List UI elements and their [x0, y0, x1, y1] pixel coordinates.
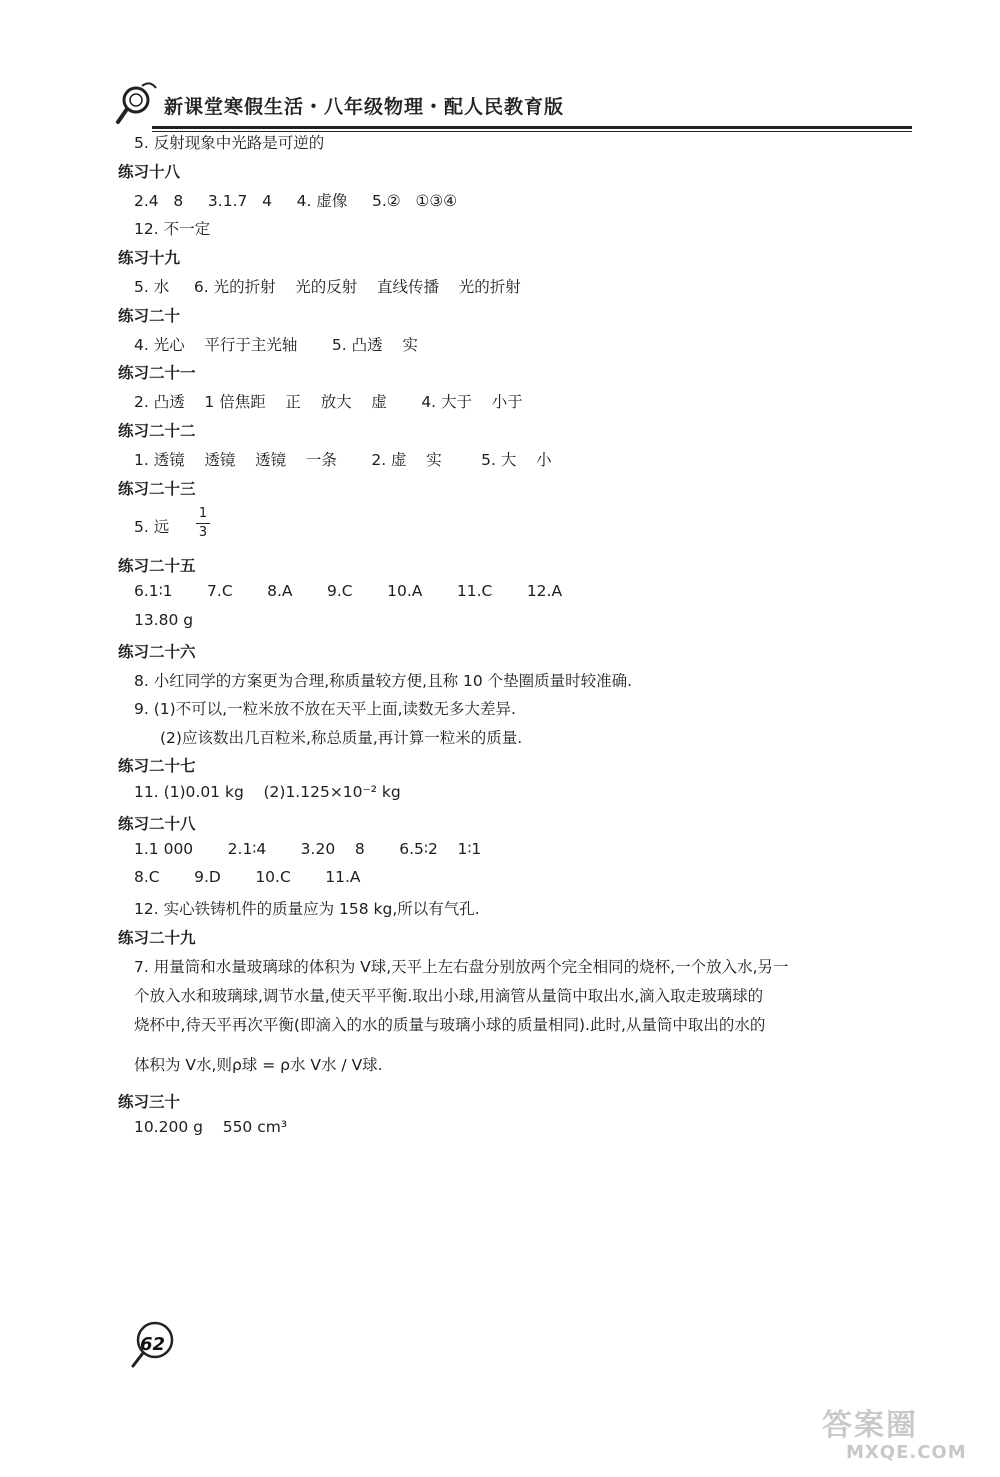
answer-line: 10.200 g 550 cm³	[134, 1118, 288, 1136]
answer-line: 12. 不一定	[134, 220, 211, 238]
answer-line: 2. 凸透 1 倍焦距 正 放大 虚 4. 大于 小于	[134, 393, 523, 411]
section-heading: 练习二十三	[118, 480, 196, 498]
section-heading: 练习十九	[118, 249, 181, 267]
answer-line: 13.80 g	[134, 611, 194, 629]
answer-line: 2.4 8 3.1.7 4 4. 虚像 5.② ①③④	[134, 192, 458, 210]
section-heading: 练习十八	[118, 163, 181, 181]
answer-line: 6.1∶1 7.C 8.A 9.C 10.A 11.C 12.A	[134, 582, 563, 600]
fraction-denominator: 3	[198, 525, 208, 540]
answer-line: 体积为 V水,则ρ球 = ρ水 V水 / V球.	[134, 1056, 383, 1074]
answer-line: 个放入水和玻璃球,调节水量,使天平平衡.取出小球,用滴管从量筒中取出水,滴入取走玻璃球的	[134, 987, 764, 1005]
page-number: 62	[140, 1334, 166, 1355]
answer-line: 12. 实心铁铸机件的质量应为 158 kg,所以有气孔.	[134, 900, 480, 918]
header-rule	[152, 126, 912, 129]
answer-line: 5. 水 6. 光的折射 光的反射 直线传播 光的折射	[134, 278, 521, 296]
section-heading: 练习二十五	[118, 557, 196, 575]
answer-line: (2)应该数出几百粒米,称总质量,再计算一粒米的质量.	[160, 729, 523, 747]
section-heading: 练习二十一	[118, 364, 196, 382]
answer-line: 1.1 000 2.1∶4 3.20 8 6.5∶2 1∶1	[134, 840, 482, 858]
header-title: 新课堂寒假生活・八年级物理・配人民教育版	[164, 96, 565, 118]
section-heading: 练习二十九	[118, 929, 196, 947]
answer-line: 11. (1)0.01 kg (2)1.125×10⁻² kg	[134, 783, 401, 801]
answer-line: 5. 远	[134, 518, 170, 536]
watermark	[800, 1400, 970, 1470]
answer-line: 8. 小红同学的方案更为合理,称质量较方便,且称 10 个垫圈质量时较准确.	[134, 672, 633, 690]
fraction-bar	[196, 523, 210, 524]
answer-line: 9. (1)不可以,一粒米放不放在天平上面,读数无多大差异.	[134, 700, 516, 718]
answer-line: 4. 光心 平行于主光轴 5. 凸透 实	[134, 336, 418, 354]
section-heading: 练习二十七	[118, 757, 196, 775]
answer-line: 8.C 9.D 10.C 11.A	[134, 868, 361, 886]
section-heading: 练习二十六	[118, 643, 196, 661]
section-heading: 练习三十	[118, 1093, 181, 1111]
watermark-text: 答案圈	[822, 1408, 918, 1443]
section-heading: 练习二十	[118, 307, 181, 325]
answer-line: 1. 透镜 透镜 透镜 一条 2. 虚 实 5. 大 小	[134, 451, 552, 469]
section-heading: 练习二十二	[118, 422, 196, 440]
section-heading: 练习二十八	[118, 815, 196, 833]
answer-line: 7. 用量筒和水量玻璃球的体积为 V球,天平上左右盘分别放两个完全相同的烧杯,一个放入水,另一	[134, 958, 789, 976]
answer-line: 5. 反射现象中光路是可逆的	[134, 134, 325, 152]
watermark-url: MXQE.COM	[846, 1442, 967, 1463]
fraction-numerator: 1	[198, 506, 208, 521]
answer-line: 烧杯中,待天平再次平衡(即滴入的水的质量与玻璃小球的质量相同).此时,从量筒中取出的水的	[134, 1016, 766, 1034]
